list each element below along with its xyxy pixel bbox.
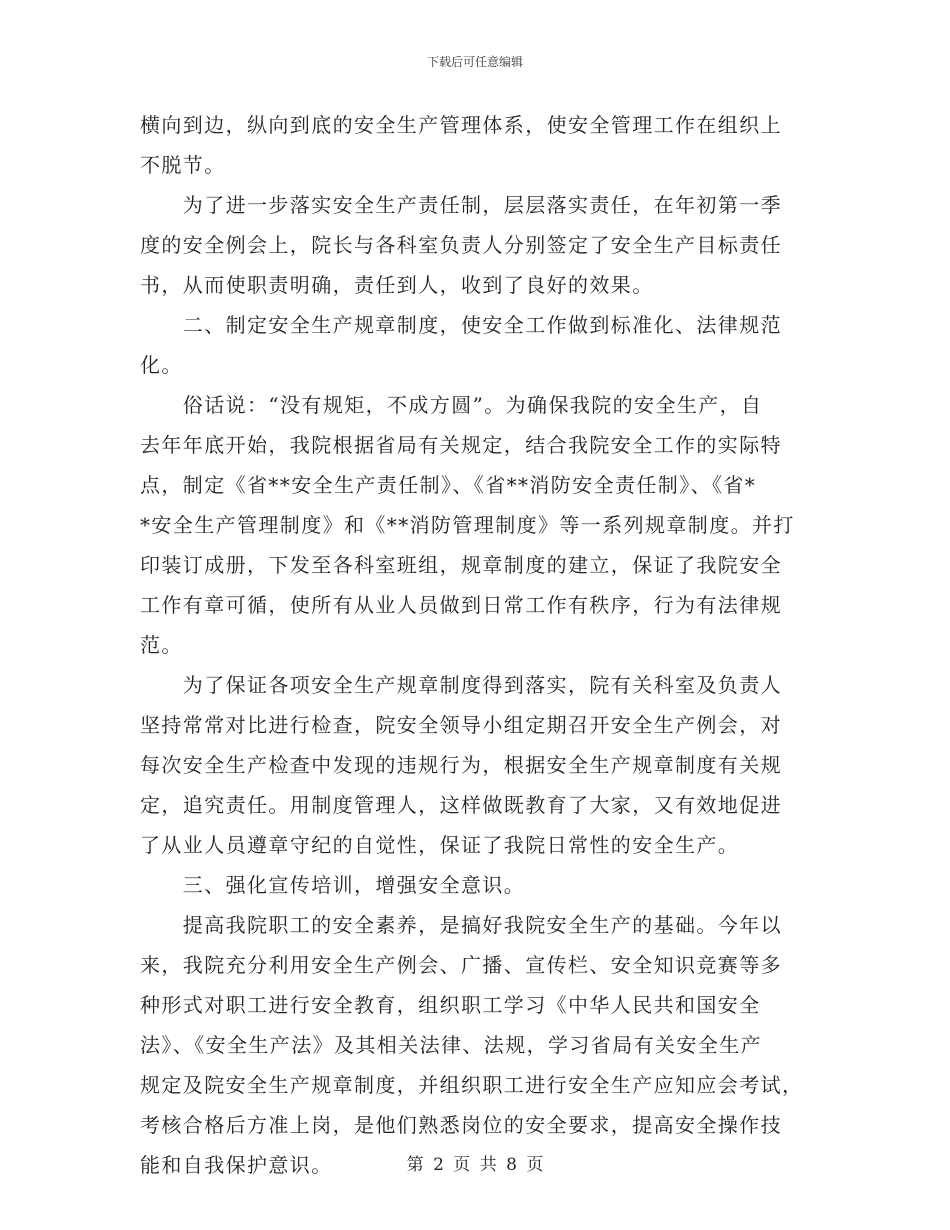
text-line: 定，追究责任。用制度管理人，这样做既教育了大家，又有效地促进	[140, 793, 782, 817]
document-body	[140, 105, 812, 1185]
text-line: 种形式对职工进行安全教育，组织职工学习《中华人民共和国安全	[140, 993, 761, 1017]
text-line: 坚持常常对比进行检查，院安全领导小组定期召开安全生产例会，对	[140, 713, 782, 737]
text-line: 工作有章可循，使所有从业人员做到日常工作有秩序，行为有法律规	[140, 593, 782, 617]
text-line: 为了保证各项安全生产规章制度得到落实，院有关科室及负责人	[140, 673, 782, 697]
text-line: 点，制定《省**安全生产责任制》、《省**消防安全责任制》、《省*	[140, 473, 757, 497]
text-line: 度的安全例会上，院长与各科室负责人分别签定了安全生产目标责任	[140, 233, 782, 257]
text-line: *安全生产管理制度》和《**消防管理制度》等一系列规章制度。并打	[140, 513, 795, 537]
text-line: 不脱节。	[140, 153, 226, 177]
text-line: 考核合格后方准上岗，是他们熟悉岗位的安全要求，提高安全操作技	[140, 1113, 782, 1137]
text-line: 了从业人员遵章守纪的自觉性，保证了我院日常性的安全生产。	[140, 833, 740, 857]
text-line: 能和自我保护意识。	[140, 1153, 333, 1177]
text-line: 三、强化宣传培训，增强安全意识。	[140, 873, 526, 897]
text-line: 二、制定安全生产规章制度，使安全工作做到标准化、法律规范	[140, 313, 782, 337]
text-line: 横向到边，纵向到底的安全生产管理体系，使安全管理工作在组织上	[140, 113, 782, 137]
text-line: 每次安全生产检查中发现的违规行为，根据安全生产规章制度有关规	[140, 753, 782, 777]
page-number-footer: 第 2 页 共 8 页	[406, 1155, 544, 1175]
text-line: 来，我院充分利用安全生产例会、广播、宣传栏、安全知识竞赛等多	[140, 953, 782, 977]
text-line: 书，从而使职责明确，责任到人，收到了良好的效果。	[140, 273, 654, 297]
text-line: 法》、《安全生产法》及其相关法律、法规，学习省局有关安全生产	[140, 1033, 762, 1057]
text-line: 提高我院职工的安全素养，是搞好我院安全生产的基础。今年以	[140, 913, 782, 937]
text-line: 范。	[140, 633, 183, 657]
text-line: 化。	[140, 353, 183, 377]
text-line: 规定及院安全生产规章制度，并组织职工进行安全生产应知应会考试，	[140, 1073, 804, 1097]
page-header: 下载后可任意编辑	[426, 55, 523, 69]
text-line: 俗话说：“没有规矩，不成方圆”。为确保我院的安全生产，自	[140, 393, 763, 417]
text-line: 印装订成册，下发至各科室班组，规章制度的建立，保证了我院安全	[140, 553, 782, 577]
text-line: 为了进一步落实安全生产责任制，层层落实责任，在年初第一季	[140, 193, 782, 217]
text-line: 去年年底开始，我院根据省局有关规定，结合我院安全工作的实际特	[140, 433, 782, 457]
